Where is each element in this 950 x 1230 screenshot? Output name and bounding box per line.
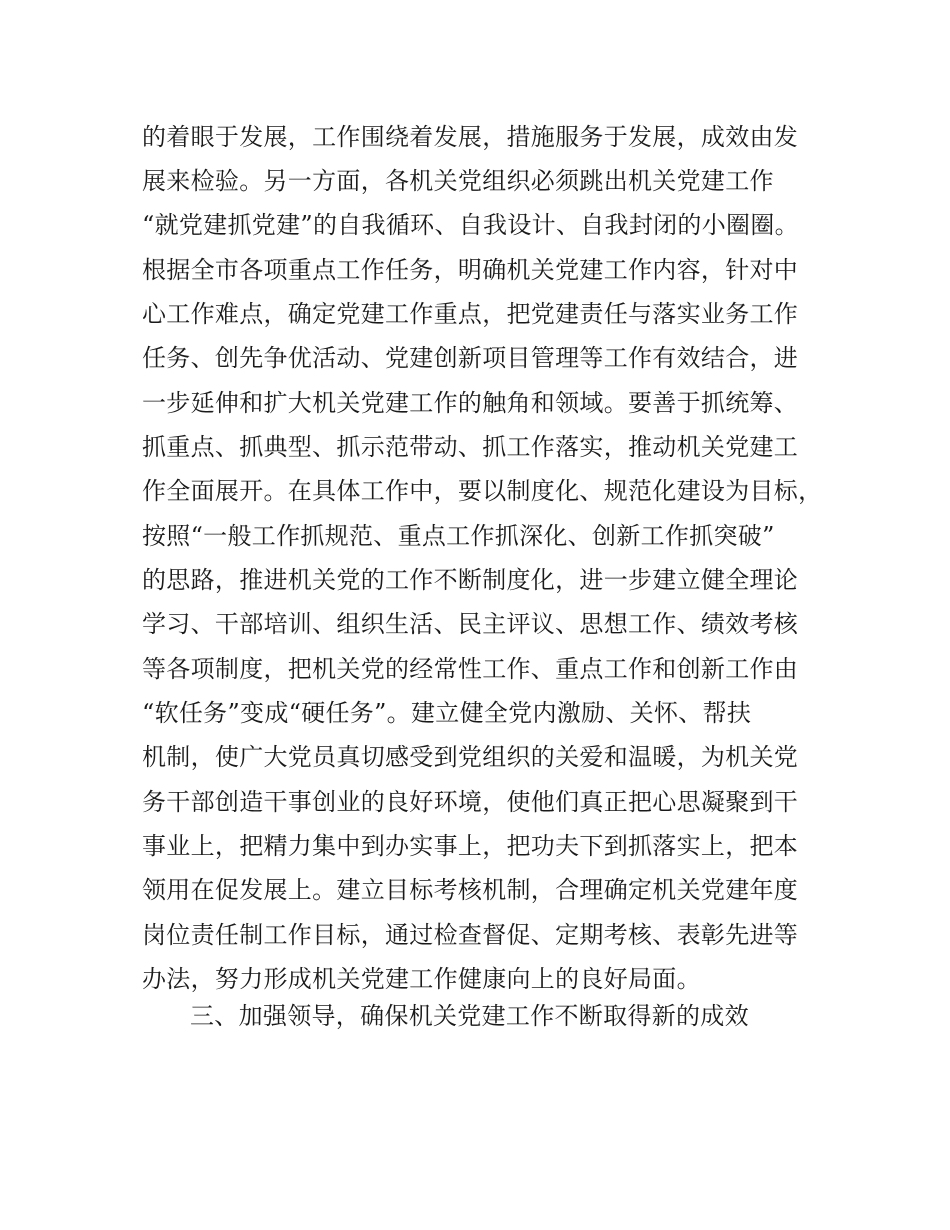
paragraph-line: “软任务”变成“硬任务”。建立健全党内激励、关怀、帮扶 [142, 699, 752, 727]
paragraph-line: 作全面展开。在具体工作中，要以制度化、规范化建设为目标， [142, 477, 823, 505]
section-heading: 三、加强领导，确保机关党建工作不断取得新的成效 [190, 1002, 749, 1030]
paragraph-line: 务干部创造干事创业的良好环境，使他们真正把心思凝聚到干 [142, 788, 799, 816]
paragraph-line: “就党建抓党建”的自我循环、自我设计、自我封闭的小圈圈。 [142, 211, 799, 239]
paragraph-line: 展来检验。另一方面，各机关党组织必须跳出机关党建工作 [142, 167, 774, 195]
paragraph-line: 岗位责任制工作目标，通过检查督促、定期考核、表彰先进等 [142, 921, 799, 949]
paragraph-line: 的着眼于发展，工作围绕着发展，措施服务于发展，成效由发 [142, 123, 799, 151]
paragraph-line: 的思路，推进机关党的工作不断制度化，进一步建立健全理论 [142, 566, 799, 594]
paragraph-line: 机制，使广大党员真切感受到党组织的关爱和温暖，为机关党 [142, 743, 799, 771]
paragraph-line: 领用在促发展上。建立目标考核机制，合理确定机关党建年度 [142, 876, 799, 904]
paragraph-line: 学习、干部培训、组织生活、民主评议、思想工作、绩效考核 [142, 610, 799, 638]
paragraph-line: 等各项制度，把机关党的经常性工作、重点工作和创新工作由 [142, 655, 799, 683]
paragraph-line: 根据全市各项重点工作任务，明确机关党建工作内容，针对中 [142, 256, 799, 284]
paragraph-line: 办法，努力形成机关党建工作健康向上的良好局面。 [142, 965, 701, 993]
paragraph-line: 抓重点、抓典型、抓示范带动、抓工作落实，推动机关党建工 [142, 433, 799, 461]
paragraph-line: 按照“一般工作抓规范、重点工作抓深化、创新工作抓突破” [142, 522, 775, 550]
paragraph-line: 心工作难点，确定党建工作重点，把党建责任与落实业务工作 [142, 300, 799, 328]
paragraph-line: 一步延伸和扩大机关党建工作的触角和领域。要善于抓统筹、 [142, 389, 799, 417]
paragraph-line: 任务、创先争优活动、党建创新项目管理等工作有效结合，进 [142, 344, 799, 372]
paragraph-line: 事业上，把精力集中到办实事上，把功夫下到抓落实上，把本 [142, 832, 799, 860]
